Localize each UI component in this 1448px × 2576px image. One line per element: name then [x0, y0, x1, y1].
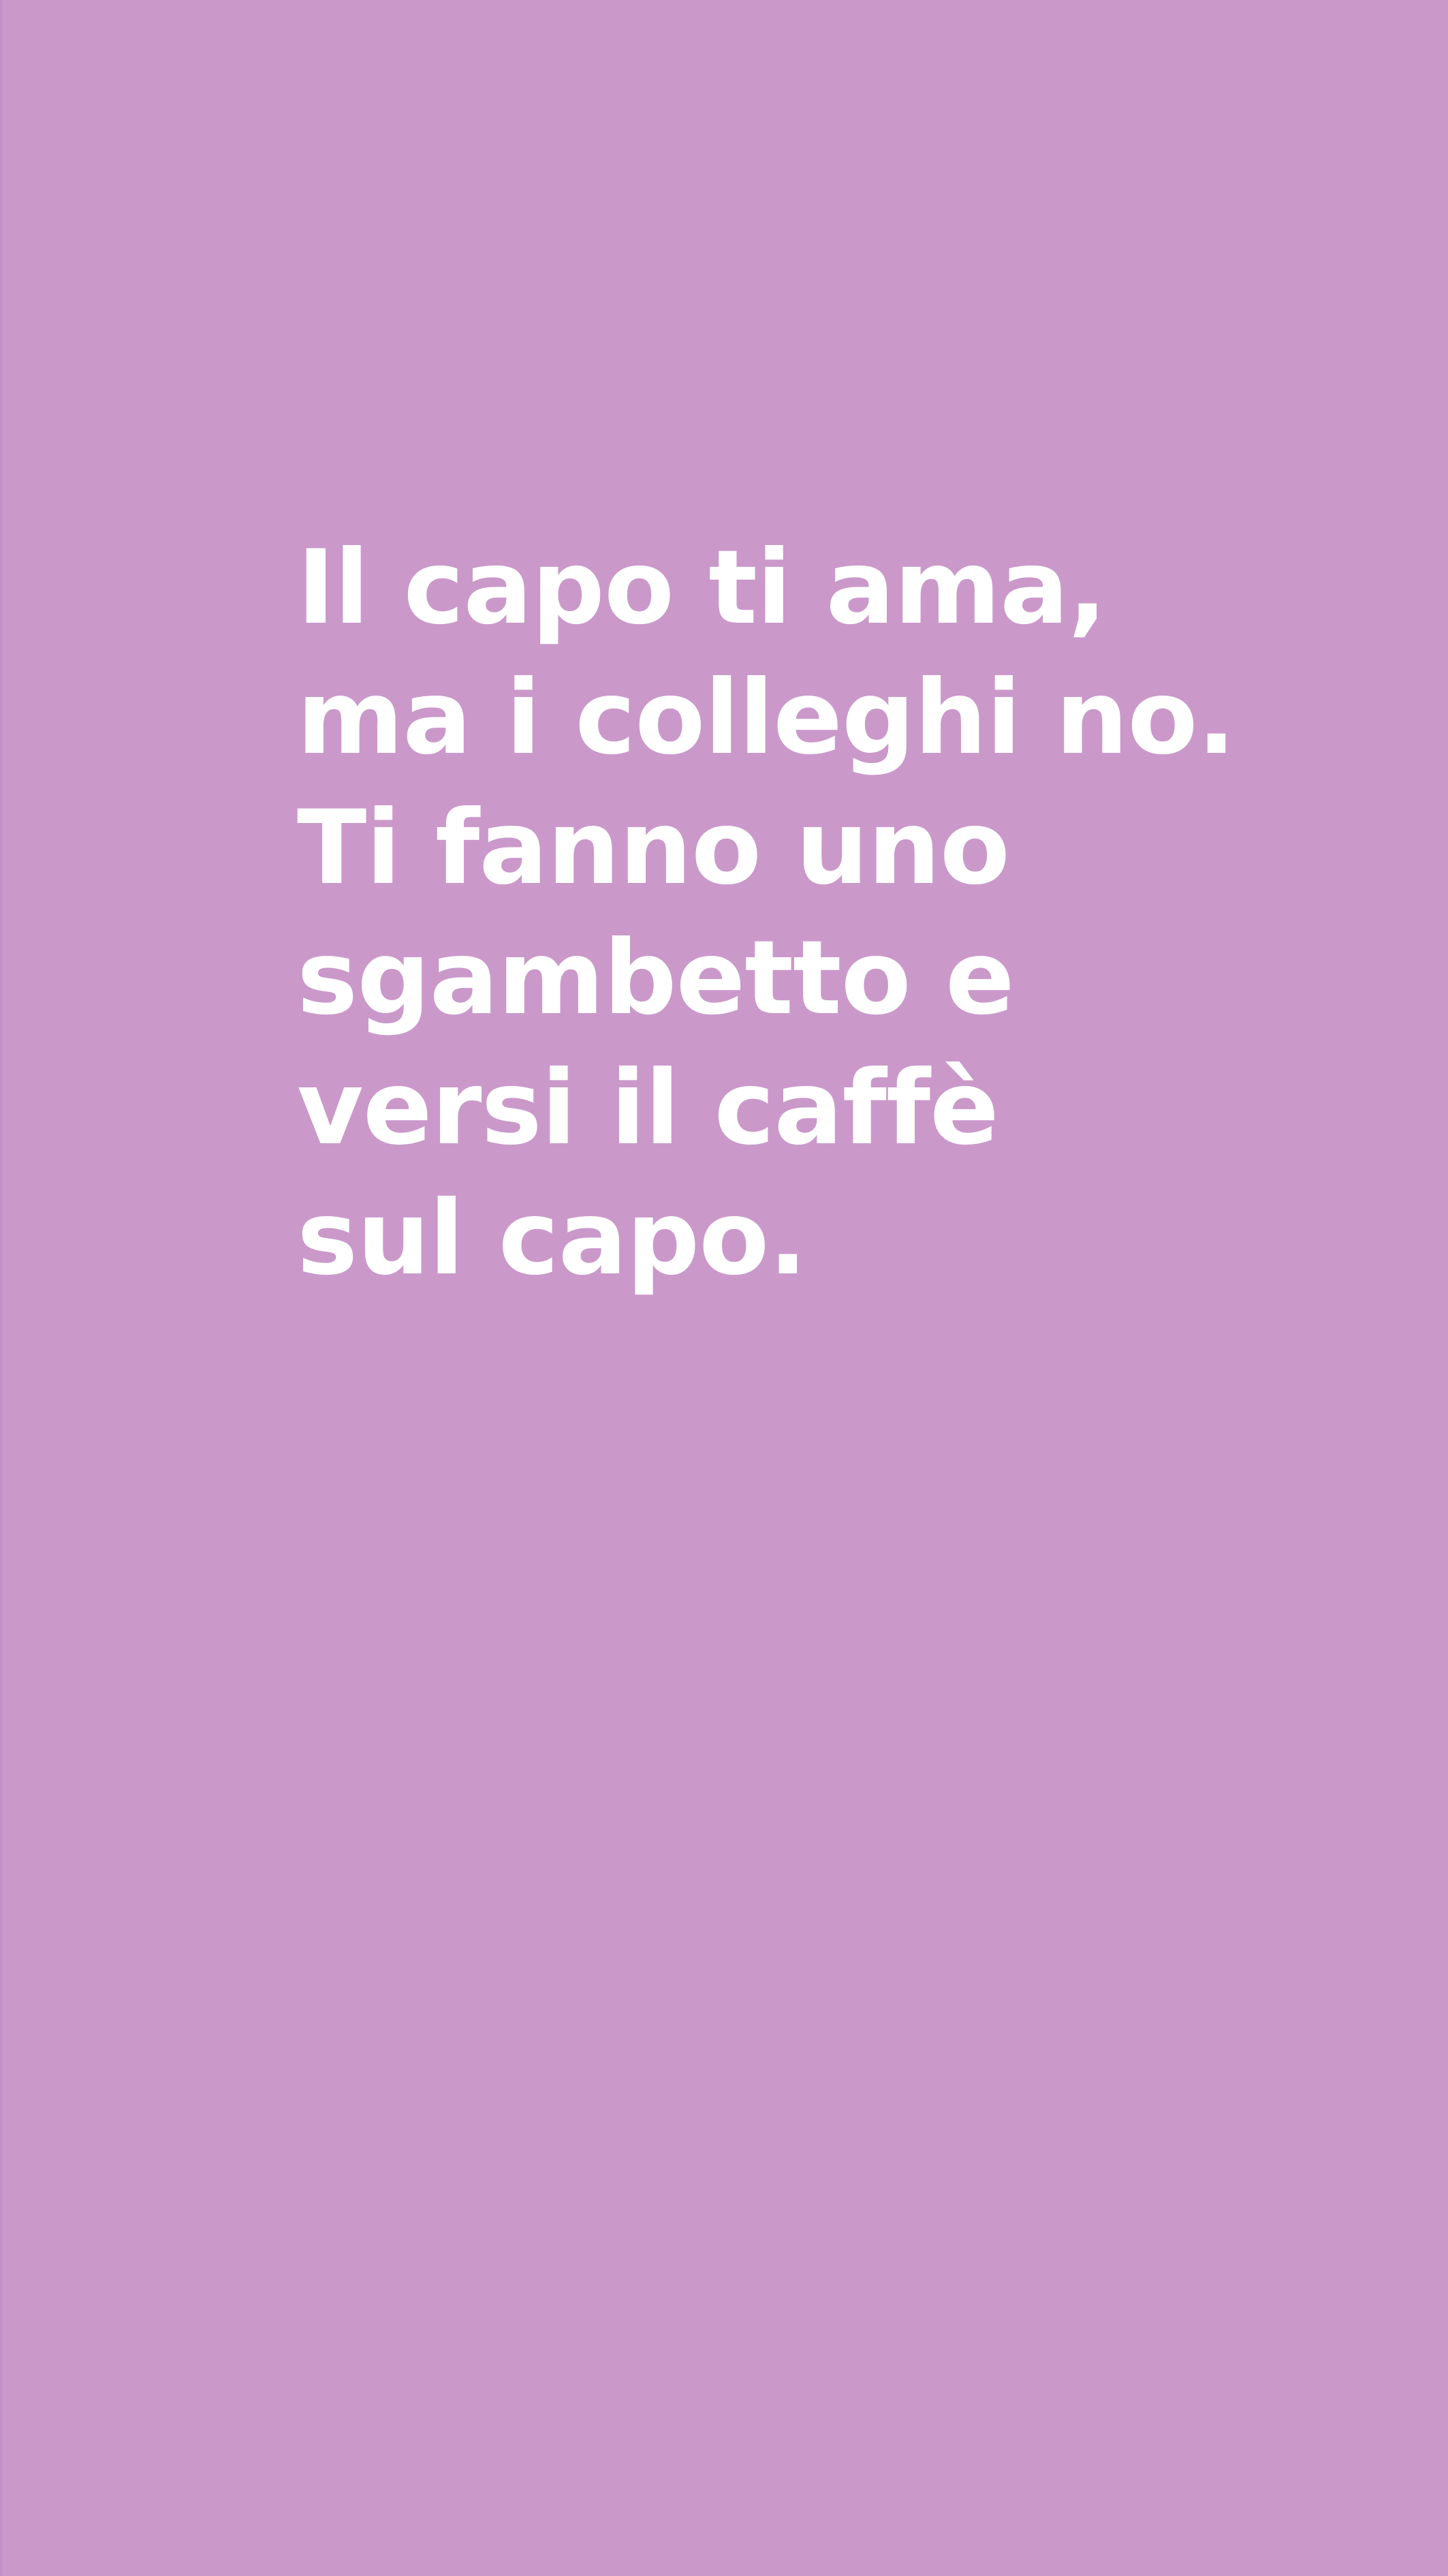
quote-line-6: sul capo. [297, 1179, 807, 1298]
quote-line-5: versi il caffè [297, 1049, 998, 1168]
quote-line-3: Ti fanno uno [297, 789, 1009, 907]
quote-line-2: ma i colleghi no. [297, 659, 1235, 777]
quote-line-4: sgambetto e [297, 919, 1014, 1038]
quote-text [297, 523, 1359, 1304]
quote-line-1: Il capo ti ama, [297, 529, 1107, 647]
left-edge-strip [0, 0, 2, 2576]
